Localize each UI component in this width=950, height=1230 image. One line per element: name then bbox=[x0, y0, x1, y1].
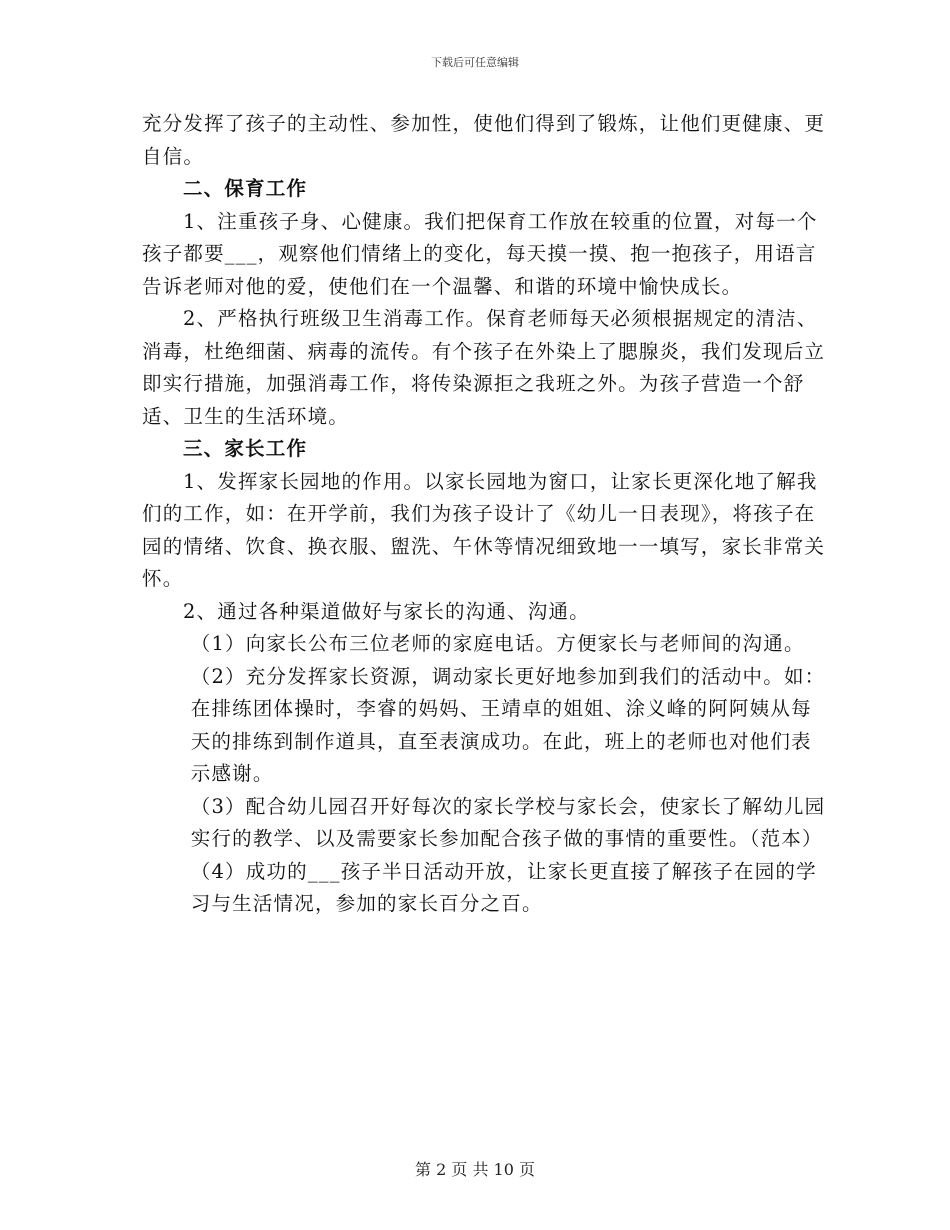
list-item-meetings: （3）配合幼儿园召开好每次的家长学校与家长会，使家长了解幼儿园实行的教学、以及需要家长参加配合孩子做的事情的重要性。（范本） bbox=[190, 794, 826, 850]
page-header: 下载后可任意编辑 bbox=[431, 56, 519, 69]
section-heading-childcare: 二、保育工作 bbox=[182, 177, 308, 200]
paragraph-hygiene: 2、严格执行班级卫生消毒工作。保育老师每天必须根据规定的清洁、消毒，杜绝细菌、病毒的流传。有个孩子在外染上了腮腺炎，我们发现后立即实行措施，加强消毒工作，将传染源拒之我班之外。为孩子营造一个舒适、卫生的生活环境。 bbox=[142, 307, 826, 428]
list-item-open-day: （4）成功的___孩子半日活动开放，让家长更直接了解孩子在园的学习与生活情况，参加的家长百分之百。 bbox=[190, 859, 817, 915]
list-item-resources: （2）充分发挥家长资源，调动家长更好地参加到我们的活动中。如：在排练团体操时，李睿的妈妈、王靖卓的姐姐、涂义峰的阿阿姨从每天的排练到制作道具，直至表演成功。在此，班上的老师也对他们表示感谢。 bbox=[190, 664, 826, 785]
page-number: 第 2 页 共 10 页 bbox=[415, 1160, 535, 1179]
paragraph-communication: 2、通过各种渠道做好与家长的沟通、沟通。 bbox=[182, 599, 590, 623]
paragraph-intro: 充分发挥了孩子的主动性、参加性，使他们得到了锻炼，让他们更健康、更自信。 bbox=[142, 112, 826, 168]
list-item-phone: （1）向家长公布三位老师的家庭电话。方便家长与老师间的沟通。 bbox=[190, 632, 805, 655]
paragraph-parent-board: 1、发挥家长园地的作用。以家长园地为窗口，让家长更深化地了解我们的工作，如：在开学前，我们为孩子设计了《幼儿一日表现》，将孩子在园的情绪、饮食、换衣服、盥洗、午休等情况细致地一一填写，家长非常关怀。 bbox=[142, 469, 826, 590]
paragraph-health: 1、注重孩子身、心健康。我们把保育工作放在较重的位置，对每一个孩子都要___，观察他们情绪上的变化，每天摸一摸、抱一抱孩子，用语言告诉老师对他的爱，使他们在一个温馨、和谐的环境中愉快成长。 bbox=[142, 209, 818, 298]
document-body bbox=[142, 108, 832, 921]
section-heading-parents: 三、家长工作 bbox=[182, 437, 308, 460]
